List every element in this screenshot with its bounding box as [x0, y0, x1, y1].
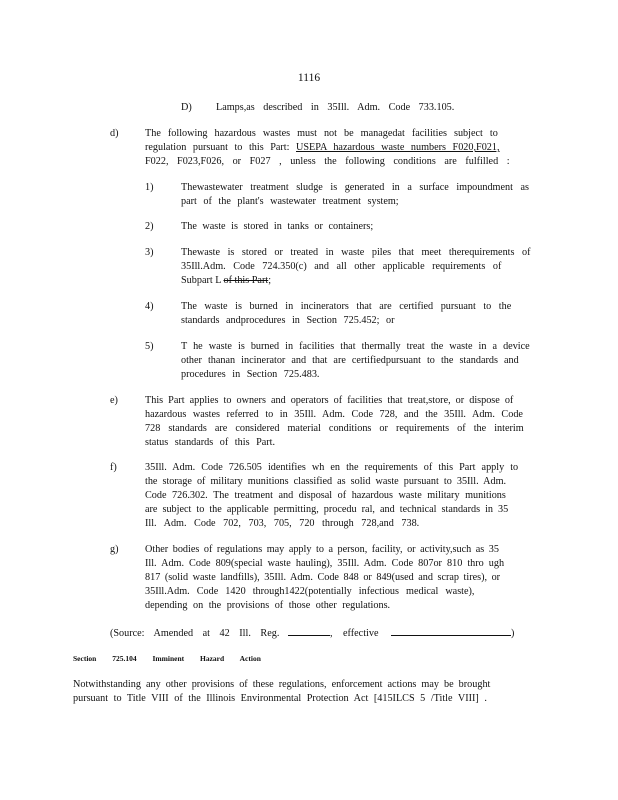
source-note-close: )	[511, 628, 515, 639]
item-D-label: D)	[181, 102, 192, 113]
item-f-line-5: Ill. Adm. Code 702, 703, 705, 720 through 728,and 738.	[145, 518, 420, 529]
item-g-line-4: 35Ill.Adm. Code 1420 through1422(potentially infectious medical waste),	[145, 586, 475, 597]
sub-item-1-line-2: part of the plant's wastewater treatment system;	[181, 196, 399, 207]
closing-paragraph	[73, 678, 533, 706]
closing-paragraph-line-1: Notwithstanding any other provisions of these regulations, enforcement actions may be brought	[73, 679, 491, 690]
sub-item-4-line-1: The waste is burned in incinerators that are certified pursuant to the	[181, 301, 512, 312]
source-note-comma: ,	[329, 628, 333, 639]
sub-item-5-line-3: procedures in Section 725.483.	[181, 369, 320, 380]
item-e-line-2: hazardous wastes referred to in 35Ill. Adm. Code 728, and the 35Ill. Adm. Code	[145, 409, 523, 420]
item-f-line-3: Code 726.302. The treatment and disposal of hazardous waste military munitions	[145, 490, 506, 501]
item-f-line-4: are subject to the applicable permitting, procedu ral, and technical standards in 35	[145, 504, 509, 515]
item-e-line-1: This Part applies to owners and operators of facilities that treat,store, or dispose of	[145, 395, 514, 406]
item-e-line-3: 728 standards are considered material conditions or requirements of the interim	[145, 423, 524, 434]
sub-item-2	[145, 220, 540, 234]
item-e-label: e)	[110, 395, 118, 406]
sub-item-1	[145, 181, 540, 209]
section-heading: Section 725.104 Imminent Hazard Action	[73, 654, 261, 663]
sub-item-3-suffix: ;	[268, 275, 272, 286]
sub-item-5-label: 5)	[145, 341, 154, 352]
item-e	[110, 394, 540, 450]
item-d-line-2: regulation pursuant to this Part:	[145, 142, 297, 153]
item-d-line-3: F022, F023,F026, or F027 , unless the following conditions are fulfilled :	[145, 156, 510, 167]
sub-item-1-line-1: Thewastewater treatment sludge is generated in a surface impoundment as	[181, 182, 529, 193]
item-f-line-1: 35Ill. Adm. Code 726.505 identifies wh en the requirements of this Part apply to	[145, 462, 519, 473]
sub-item-3-line-2: 35Ill.Adm. Code 724.350(c) and all other applicable requirements of	[181, 261, 502, 272]
item-D-text: Lamps,as described in 35Ill. Adm. Code 733.105.	[216, 102, 455, 113]
item-g-label: g)	[110, 544, 119, 555]
item-f-line-2: the storage of military munitions classified as solid waste pursuant to 35Ill. Adm.	[145, 476, 507, 487]
sub-item-3-subpart: Subpart L	[181, 275, 222, 286]
source-note	[110, 625, 540, 639]
sub-item-3	[145, 246, 540, 288]
item-d	[110, 127, 540, 171]
item-g-line-3: 817 (solid waste landfills), 35Ill. Adm. Code 848 or 849(used and scrap tires), or	[145, 572, 501, 583]
item-d-underlined: USEPA hazardous waste numbers F020,F021,	[296, 142, 500, 153]
sub-item-3-label: 3)	[145, 247, 154, 258]
item-f-label: f)	[110, 462, 117, 473]
item-f	[110, 461, 540, 531]
sub-item-5-line-1: T he waste is burned in facilities that thermally treat the waste in a device	[181, 341, 530, 352]
page-number: 1116	[297, 72, 321, 84]
closing-paragraph-line-2: pursuant to Title VIII of the Illinois Environmental Protection Act [415ILCS 5 /Title VIII] .	[73, 693, 487, 704]
item-d-line-1: The following hazardous wastes must not be managedat facilities subject to	[145, 128, 498, 139]
item-e-line-4: status standards of this Part.	[145, 437, 276, 448]
effective-date-blank	[391, 625, 511, 636]
sub-item-2-label: 2)	[145, 221, 154, 232]
source-note-effective: effective	[343, 628, 379, 639]
sub-item-3-struck-text: of this Part	[223, 275, 269, 286]
sub-item-3-line-1: Thewaste is stored or treated in waste piles that meet therequirements of	[181, 247, 531, 258]
item-g-line-1: Other bodies of regulations may apply to a person, facility, or activity,such as 35	[145, 544, 499, 555]
sub-item-1-label: 1)	[145, 182, 154, 193]
sub-item-2-line-1: The waste is stored in tanks or containers;	[181, 221, 374, 232]
source-note-open: (Source: Amended at 42 Ill. Reg.	[110, 628, 280, 639]
item-g-line-2: Ill. Adm. Code 809(special waste hauling), 35Ill. Adm. Code 807or 810 thro ugh	[145, 558, 505, 569]
item-D	[181, 101, 541, 115]
item-d-label: d)	[110, 128, 119, 139]
register-issue-blank	[288, 625, 330, 636]
sub-item-4-label: 4)	[145, 301, 154, 312]
sub-item-5-line-2: other thanan incinerator and that are certifiedpursuant to the standards and	[181, 355, 519, 366]
item-g-line-5: depending on the provisions of those other regulations.	[145, 600, 391, 611]
sub-item-4	[145, 300, 540, 328]
sub-item-4-line-2: standards andprocedures in Section 725.452; or	[181, 315, 395, 326]
sub-item-5	[145, 340, 540, 382]
item-g	[110, 543, 540, 613]
